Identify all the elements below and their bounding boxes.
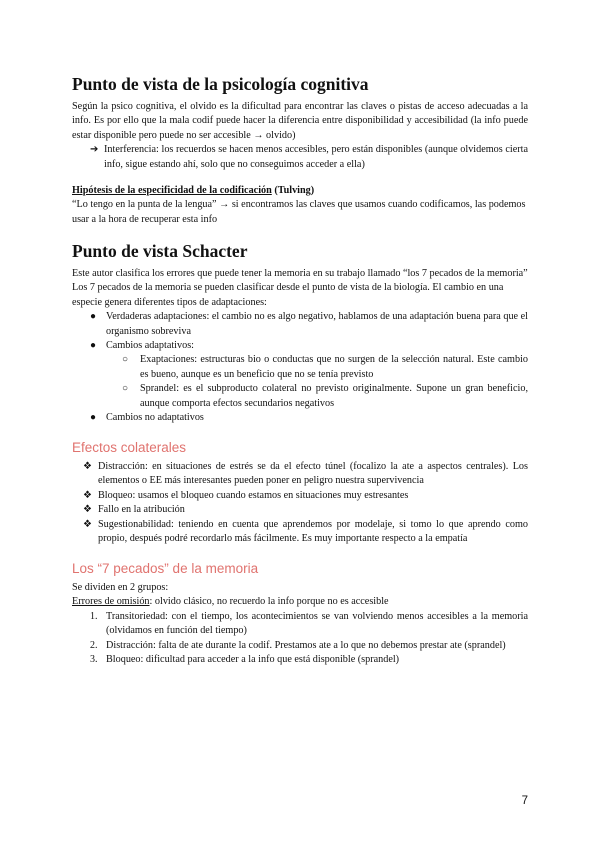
- list-item-text: Cambios adaptativos:: [106, 340, 194, 352]
- filled-bullet-icon: ●: [90, 311, 97, 323]
- section-title-schacter: Punto de vista Schacter: [72, 241, 248, 262]
- diamond-bullet-icon: ❖: [83, 461, 92, 473]
- list-item-text: Exaptaciones: estructuras bio o conductas que no surgen de la selección natural. Este cambio es bueno, aunque es un beneficio que no se tenía previsto: [140, 354, 528, 380]
- document-page: [72, 74, 528, 667]
- list-number: 3.: [90, 654, 98, 666]
- filled-bullet-icon: ●: [90, 340, 97, 352]
- list-number: 2.: [90, 639, 98, 651]
- list-item-cambios-adaptativos: [90, 339, 528, 411]
- side-effects-list: [82, 460, 528, 546]
- schacter-paragraph-1: Este autor clasifica los errores que puede tener la memoria en su trabajo llamado “los 7 pecados de la memoria”: [72, 268, 528, 279]
- filled-bullet-icon: ●: [90, 412, 97, 424]
- list-item-text: Bloqueo: dificultad para acceder a la info que está disponible (sprandel): [106, 654, 400, 666]
- list-item-sprandel: [122, 382, 528, 411]
- hypothesis-paragraph: “Lo tengo en la punta de la lengua” → si encontramos las claves que usamos cuando codificamos, las podemos usar a la hora de recuperar esta info: [72, 199, 526, 225]
- list-item-distraccion-codif: [90, 639, 528, 653]
- list-item-interferencia: [90, 143, 528, 172]
- list-item-text: Sprandel: es el subproducto colateral no previsto originalmente. Supone un gran beneficio, aunque comporta efectos secundarios negativos: [140, 383, 528, 409]
- hypothesis-title: Hipótesis de la especificidad de la codificación: [72, 184, 272, 196]
- list-item-text: Distracción: falta de ate durante la codif. Prestamos ate a lo que no debemos prestar ate (sprandel): [106, 639, 506, 651]
- list-item-text: Interferencia: los recuerdos se hacen menos accesibles, pero están disponibles (aunque olvidemos cierta info, sigue estando ahí, solo que no conseguimos acceder a ella): [104, 144, 528, 170]
- hollow-bullet-icon: ○: [122, 354, 129, 366]
- adaptations-list: [90, 310, 528, 425]
- list-item-distraccion: [82, 460, 528, 489]
- cognitive-intro-paragraph: Según la psico cognitiva, el olvido es la dificultad para encontrar las claves o pistas de acceso adecuadas a la info. Es por ello que la mala codif puede hacer la diferencia entre disponibilidad y accesibilidad (la info puede estar disponible pero puede no ser accesible → olvido): [72, 100, 528, 141]
- list-item-exaptaciones: [122, 353, 528, 382]
- list-item-text: Verdaderas adaptaciones: el cambio no es algo negativo, hablamos de una adaptación buena para que el organismo sobreviva: [106, 311, 528, 337]
- list-item-text: Fallo en la atribución: [98, 504, 185, 516]
- list-item-bloqueo-acceso: [90, 653, 528, 667]
- list-item-bloqueo: [82, 489, 528, 503]
- list-item-fallo: [82, 503, 528, 517]
- schacter-paragraph-2: Los 7 pecados de la memoria se pueden clasificar desde el punto de vista de la biología. El cambio en una especie genera diferentes tipos de adaptaciones:: [72, 282, 504, 308]
- diamond-bullet-icon: ❖: [83, 504, 92, 516]
- omission-line: [72, 595, 528, 609]
- page-number: 7: [521, 795, 528, 807]
- diamond-bullet-icon: ❖: [83, 518, 92, 530]
- list-item-text: Cambios no adaptativos: [106, 412, 204, 424]
- arrow-list: [90, 143, 528, 172]
- omission-errors-list: [90, 610, 528, 668]
- list-item-text: Sugestionabilidad: teniendo en cuenta que aprendemos por modelaje, si tomo lo que aprendo como propio, después podré recordarlo más fácilmente. Es muy importante respecto a la empatía: [98, 518, 528, 545]
- list-item-sugestionabilidad: [82, 518, 528, 547]
- list-number: 1.: [90, 610, 98, 622]
- omission-label: Errores de omisión: [72, 596, 150, 608]
- hypothesis-heading: [72, 184, 528, 198]
- diamond-bullet-icon: ❖: [83, 489, 92, 501]
- arrow-bullet-icon: ➔: [90, 144, 99, 156]
- list-item-text: Distracción: en situaciones de estrés se da el efecto túnel (focalizo la ate a aspectos centrales). Los elementos o EE más interesantes pueden poner en peligro nuestra supervivencia: [98, 461, 528, 487]
- list-item-text: Bloqueo: usamos el bloqueo cuando estamos en situaciones muy estresantes: [98, 489, 409, 501]
- list-item-no-adaptativos: [90, 411, 528, 425]
- section-title-pecados: Los “7 pecados” de la memoria: [72, 561, 259, 577]
- pecados-intro: Se dividen en 2 grupos:: [72, 582, 169, 593]
- section-title-efectos: Efectos colaterales: [72, 440, 187, 456]
- sub-list: [122, 353, 528, 411]
- hypothesis-author: (Tulving): [274, 184, 315, 196]
- list-item-verdaderas: [90, 310, 528, 339]
- section-title-cognitive: Punto de vista de la psicología cognitiva: [72, 74, 369, 94]
- hollow-bullet-icon: ○: [122, 383, 129, 395]
- list-item-text: Transitoriedad: con el tiempo, los acontecimientos se van volviendo menos accesibles a la memoria (olvidamos en función del tiempo): [106, 610, 528, 637]
- omission-text: : olvido clásico, no recuerdo la info porque no es accesible: [149, 596, 389, 608]
- list-item-transitoriedad: [90, 610, 528, 639]
